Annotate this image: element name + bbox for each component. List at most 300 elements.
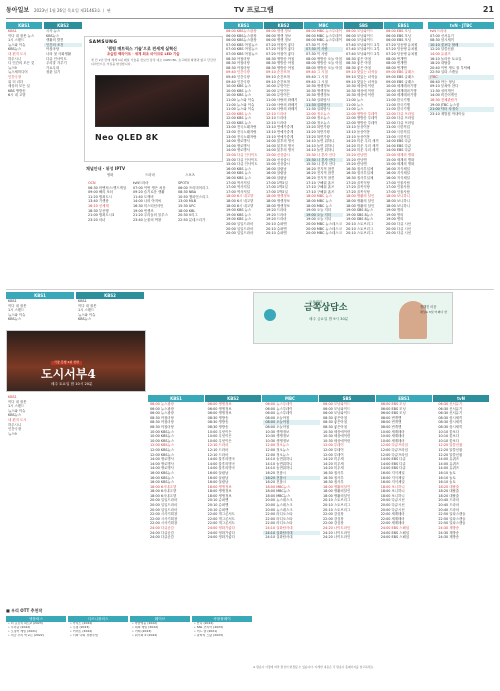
grid-cell: 06:00 MBC 뉴스투데이 <box>306 29 342 33</box>
grid-cell: 14:00 생로병사 <box>226 139 250 144</box>
tab-sports[interactable]: 스포츠 <box>185 173 195 177</box>
program-listing: 06:40 아는 형님 <box>430 79 456 84</box>
grid-cell: 06:30 신서유기 <box>438 406 463 411</box>
grid-cell: 07:20 아침이 좋다 <box>266 42 295 47</box>
grid-cell: 06:00 뉴스투데이 <box>265 411 293 416</box>
grid-cell: 20:00 일일드라마 <box>226 231 254 236</box>
grid-cell: 19:00 오늘 저녁 <box>306 208 332 213</box>
program-listing: 세상의 모든 일 <box>8 84 30 89</box>
grid-cell: 14:10 놀면 뭐하니 <box>306 148 335 153</box>
grid-cell: 08:30 생방송 아침 <box>266 56 295 61</box>
program-listing: 1시 스탠드 <box>8 38 25 43</box>
grid-cell: 12:00 KBS 뉴스 <box>226 120 252 125</box>
grid-cell: 08:00 번개맨 <box>380 415 402 420</box>
grid-cell: 09:40 그 시절 <box>306 74 328 79</box>
program-listing: 21:00 범죄도시3 <box>88 213 115 218</box>
grid-cell: 24:00 다큐공감 <box>150 526 174 531</box>
grid-cell: 18:00 생생정보 <box>266 198 290 203</box>
program-listing: 하우시니 <box>8 56 22 61</box>
grid-cell: 17:10 구해줘 홈즈 <box>306 180 335 185</box>
grid-cell: 16:00 KBS뉴스 <box>150 480 175 485</box>
grid-cell: 14:00 불후의명곡 <box>207 466 235 471</box>
grid-cell: 10:00 세계테마기행 <box>386 84 417 89</box>
grid-cell: 14:10 놀면뭐하니 <box>265 461 293 466</box>
grid-cell: 18:00 생생정보 <box>207 493 232 498</box>
program-listing: 23:10 재벌집 막내아들 <box>430 111 465 116</box>
grid-cell: 12:00 다큐프라임 <box>380 443 408 448</box>
grid-cell: 18:00 생활의 달인 <box>346 198 375 203</box>
grid-cell: 24:00 다큐공감 <box>150 530 174 535</box>
grid-cell: 24:20 나이트라인 <box>323 530 351 535</box>
program-listing: 11:40 도깨비 <box>133 194 154 199</box>
program-listing: 15:30 UFC <box>178 203 196 208</box>
grid-cell: 19:00 KBS 뉴스 <box>226 217 252 222</box>
program-listing: tvN드라마 <box>133 181 149 185</box>
grid-cell: 24:10 실화탐사대 <box>265 526 293 531</box>
grid-cell: 07:40 모닝와이드 2부 <box>346 51 380 56</box>
grid-cell: 13:00 극한직업 <box>386 125 410 130</box>
ott-col-wavve: 웨이브 • 약한영웅 (2022) • 피의 게임 (2022) • 거래 (2023) • 위기의 X (2022) <box>130 616 190 666</box>
program-listing: KBS1 <box>8 299 17 303</box>
grid-cell: 22:00 라디오스타 <box>265 512 293 517</box>
grid-cell: 06:00 뉴스투데이 <box>265 406 293 411</box>
program-listing: 07:00 신서유기 <box>430 33 454 38</box>
grid-cell: 22:00 강심장 <box>323 516 344 521</box>
grid-cell: 13:10 연예가중계 <box>266 130 294 135</box>
grid-cell: 20:00 뉴스데스크 <box>265 498 293 503</box>
grid-cell: 18:00 보니하니 <box>380 484 405 489</box>
channel-header: EBS1 <box>384 22 423 29</box>
program-listing: 19:00 JTBC 뉴스룸 <box>430 102 460 107</box>
grid-cell: 16:00 지식채널 <box>380 475 405 480</box>
grid-cell: 06:00 생생정보 <box>207 402 232 406</box>
program-listing: 이다 내 잘못 <box>78 303 97 308</box>
grid-cell: 20:10 슈퍼맨 <box>207 507 229 512</box>
grid-cell: 15:00 다큐 인사이트 <box>226 162 258 167</box>
grid-cell: 22:00 세계테마 <box>380 516 405 521</box>
grid-cell: 14:00 불후의 명곡 <box>266 143 295 148</box>
program-listing: KBS뉴스 <box>8 47 22 52</box>
grid-cell: 19:00 오늘 저녁 <box>306 217 332 222</box>
grid-cell: 09:10 순간포착 <box>266 74 290 79</box>
grid-cell: 14:00 불후의명곡 <box>207 457 235 462</box>
grid-cell: 06:00 EBS 모닝 <box>380 406 406 411</box>
right-column-top <box>428 22 494 287</box>
program-listing: 10:50 챔피언스리그 <box>178 194 209 199</box>
grid-cell: 20:40 드라마 <box>438 507 460 512</box>
program-listing: 뉴스9 <box>8 431 17 436</box>
grid-cell: 09:10 맛있는 녀석들 <box>346 79 378 84</box>
grid-cell: 20:00 MBC 뉴스데스크 <box>306 231 342 236</box>
grid-cell: 13:20 복면가왕 <box>306 130 330 135</box>
grid-cell: 16:30 집사부일체 <box>346 166 374 171</box>
bottom-left-column-b <box>76 292 144 328</box>
grid-cell: 07:30 이 사람 <box>306 51 328 56</box>
grid-cell: 12:00 생방송 투데이 <box>346 120 378 125</box>
ott-col-disney: 디즈니플러스 • 카지노 (2022) • 무빙 (2023) • 커넥트 (2022) • 너와 나의 경찰수업 <box>68 616 128 666</box>
channel-header: KBS1 <box>148 395 204 402</box>
tab-movie[interactable]: 영화 <box>106 173 114 177</box>
grid-cell: 14:00 EBS 다큐 <box>380 457 406 462</box>
grid-cell: 06:00 모닝와이드 <box>346 33 374 38</box>
grid-cell: 22:50 일타스캔들 <box>438 512 466 517</box>
grid-cell: 14:00 불후의명곡 <box>207 461 235 466</box>
grid-cell: 12:00 KBS 뉴스 <box>226 116 252 121</box>
grid-cell: 24:30 재방송 <box>438 530 460 535</box>
grid-cell: 17:00 인물사담 <box>386 185 410 190</box>
left-column-a <box>6 22 42 322</box>
channel-header: KBS2 <box>264 22 303 29</box>
grid-cell: 14:00 생로병사 <box>150 461 174 466</box>
grid-cell: 12:00 다큐프라임 <box>380 447 408 452</box>
grid-cell: 08:00 생방송 오늘 아침 <box>306 65 342 70</box>
grid-cell: 14:00 EBS 다큐 <box>386 143 412 148</box>
grid-cell: 16:00 살림남 <box>207 475 229 480</box>
grid-cell: 09:00 EBS 클래스 <box>386 74 415 79</box>
program-listing: 인간의 조건 <box>44 43 82 48</box>
grid-cell: 08:00 오늘아침 <box>265 415 290 420</box>
grid-cell: 20:10 스토브리그 <box>323 498 351 503</box>
grid-cell: 08:00 번개맨 <box>386 65 407 70</box>
grid-cell: 09:00 EBS 클래스 <box>386 79 415 84</box>
grid-cell: 12:00 투데이 <box>323 447 344 452</box>
grid-cell: 15:30 나 혼자 산다 <box>304 158 343 163</box>
program-listing: 인간극장 <box>8 74 22 79</box>
program-listing: 시사 뉴스 <box>46 29 61 33</box>
program-listing: 뉴스와 이슈 <box>8 42 26 47</box>
grid-cell: 16:10 놀토 <box>438 475 456 480</box>
ipt-title: 채널안내 · 위성 IPTV <box>86 166 126 171</box>
grid-cell: 06:00 생생 정보 <box>266 33 292 38</box>
grid-cell: 20:10 슈퍼맨 <box>266 221 287 226</box>
program-listing: 뉴스세미디어 <box>8 70 28 75</box>
ott-col-netflix: 넷플릭스 • 더 글로리 파트2 (2023) • 수리남 (2022) • 오징어 게임 (2021) • 지금 우리 학교는 (2022) <box>6 616 66 666</box>
program-listing: 나의 첫 사회생활 <box>46 51 72 56</box>
grid-cell: 12:00 정오뉴스 <box>265 443 290 448</box>
program-listing: 가요무대 <box>46 65 60 70</box>
program-listing: 20:40 이번 생도 잘 부탁해 <box>430 65 471 70</box>
channel-header: EBS1 <box>376 395 432 402</box>
grid-cell: 10:00 무엇이든 <box>266 84 290 89</box>
grid-cell: 24:00 EBS 스페셜 <box>380 530 410 535</box>
show-title: 금쪽상담소 <box>304 303 348 313</box>
grid-cell: 06:00 EBS 모닝 <box>386 33 412 38</box>
grid-cell: 11:30 실화탐사 <box>304 103 343 108</box>
grid-cell: 06:00 모닝와이드 <box>323 411 351 416</box>
grid-cell: 18:00 MBC뉴스 <box>265 493 291 498</box>
grid-cell: 10:00 세계테마기행 <box>386 88 417 93</box>
grid-cell: 15:30 나 혼자 산다 <box>306 153 336 158</box>
grid-cell: 22:50 일타스캔들 <box>438 521 466 526</box>
program-listing: 아침마당 <box>46 47 60 52</box>
grid-cell: 12:20 알쓸신잡 <box>438 452 463 457</box>
grid-cell: 16:20 전지적 참견 <box>306 166 335 171</box>
grid-cell: 08:30 생방송 <box>207 424 229 429</box>
grid-cell: 10:00 무엇이든 <box>266 88 290 93</box>
grid-cell: 08:30 좋은아침 <box>323 424 347 429</box>
grid-cell: 16:00 KBS 뉴스 <box>226 171 252 176</box>
grid-cell: 13:20 복면가왕 <box>306 125 330 130</box>
program-listing: 08:30 삼시세끼 <box>430 38 454 43</box>
grid-cell: 10:00 무엇이든 <box>266 93 290 98</box>
channel-header: KBS1 <box>224 22 263 29</box>
program-listing: 18:30 부산행 <box>88 208 109 213</box>
grid-cell: 15:00 세계의 명화 <box>386 157 415 162</box>
grid-cell: 14:00 생로병사 <box>150 457 174 462</box>
grid-cell: 08:30 아침마당 <box>226 61 250 66</box>
grid-cell: 20:40 드라마 <box>438 503 460 508</box>
grid-cell: 24:00 EBS 스페셜 <box>380 535 410 540</box>
grid-cell: 22:00 시사기획창 <box>150 516 178 521</box>
grid-cell: 07:20 딩동댕 유치원 <box>386 51 418 56</box>
grid-cell: 13:00 극한직업 <box>386 134 410 139</box>
grid-cell: 12:10 드라마 <box>266 116 287 121</box>
ipt-tabs <box>90 173 210 179</box>
grid-cell: 20:00 다큐시선 <box>380 507 405 512</box>
program-listing: 다큐 인사이트 <box>46 56 67 61</box>
grid-cell: 16:00 KBS뉴스 <box>150 475 175 480</box>
grid-cell: 20:00 MBC 뉴스데스크 <box>306 221 342 226</box>
grid-cell: 08:30 생방송 <box>207 420 229 425</box>
grid-cell: 06:00 MBC 뉴스투데이 <box>306 38 342 43</box>
grid-cell: 12:00 KBS뉴스 <box>150 447 175 452</box>
grid-cell: 14:00 생로병사 <box>226 148 250 153</box>
grid-cell: 14:00 불후의 명곡 <box>266 139 295 144</box>
grid-cell: 15:00 세계의 명화 <box>386 153 415 158</box>
grid-cell: 11:30 실화탐사 <box>306 107 330 112</box>
grid-cell: 16:30 집사부일체 <box>346 176 374 180</box>
grid-cell: 14:10 놀면 뭐하니 <box>306 139 335 144</box>
grid-cell: 13:10 동상이몽 <box>346 130 370 135</box>
grid-cell: 06:00 생생 정보 <box>266 38 292 43</box>
grid-cell: 07:20 딩동댕 유치원 <box>386 42 418 47</box>
grid-cell: 15:20 런닝맨 <box>346 162 367 167</box>
grid-cell: 10:30 생생정보 <box>265 429 290 434</box>
channel-header: MBC <box>262 395 318 402</box>
program-listing: 16:30 미스터션샤인 <box>133 203 164 208</box>
grid-cell: 18:00 6시내고향 <box>150 493 177 498</box>
grid-cell: 10:30 생생정보 <box>306 88 330 93</box>
grid-cell: 07:40 모닝와이드 2부 <box>346 47 380 52</box>
grid-cell: 20:10 슈퍼맨 <box>266 231 287 236</box>
grid-cell: 19:00 SBS 8뉴스 <box>346 217 374 222</box>
schedule-grid-top <box>224 22 424 287</box>
grid-cell: 12:00 다큐프라임 <box>380 452 408 457</box>
grid-cell: 17:00 인물사담 <box>386 180 410 185</box>
grid-cell: 14:10 놀면뭐하니 <box>265 457 293 462</box>
grid-cell: 24:00 EBS 스페셜 <box>380 526 410 531</box>
grid-cell: 19:00 명의 <box>386 217 404 222</box>
grid-cell: 18:00 6시 내고향 <box>226 203 254 208</box>
paper-name: 동아일보 <box>6 7 30 14</box>
grid-cell: 16:00 살림남 <box>266 176 287 180</box>
grid-cell: 13:10 연예가중계 <box>266 125 294 130</box>
grid-cell: 10:00 KBS 뉴스 <box>226 84 252 89</box>
program-listing: KBS뉴스 <box>8 317 22 322</box>
program-listing: 09:10 뭉쳐야 찬다 <box>430 84 459 89</box>
grid-cell: 07:00 KBS 아침뉴스 <box>226 42 258 47</box>
grid-cell: 08:00 오늘아침 <box>263 420 320 425</box>
section-divider <box>6 289 494 290</box>
grid-cell: 06:00 생생정보 <box>207 411 232 416</box>
grid-cell: 06:00 뉴스광장 <box>150 411 174 416</box>
channel-header: KBS2 <box>44 22 82 29</box>
program-listing: 6시 내 고향 <box>8 93 26 98</box>
program-listing: 생활의 발견 <box>46 38 64 43</box>
grid-cell: 06:00 생생 정보 <box>266 29 292 33</box>
grid-cell: 08:00 번개맨 <box>386 61 407 66</box>
grid-cell: 12:00 KBS뉴스 <box>150 452 175 457</box>
program-listing: 18:00 KBL <box>178 208 196 213</box>
program-listing: 12:20 알쓸신잡 <box>430 47 454 52</box>
grid-cell: 08:00 생방송 오늘 아침 <box>306 61 342 66</box>
program-listing: 13:40 기생충 <box>88 199 109 204</box>
grid-cell: 18:00 MBC 뉴스 <box>306 203 333 208</box>
grid-cell: 16:00 지식채널 <box>386 171 410 176</box>
program-listing: 뉴스와 이슈 <box>78 312 96 317</box>
grid-cell: 14:00 생로병사 <box>150 466 174 471</box>
grid-cell: 12:00 정오뉴스 <box>306 116 330 121</box>
grid-cell: 06:00 KBS뉴스광장 <box>226 38 257 43</box>
program-listing: 21:20 우리들의 블루스 <box>133 213 168 218</box>
program-listing: 1시 스탠드 <box>8 308 25 313</box>
grid-cell: 06:00 EBS 모닝 <box>386 38 412 43</box>
program-listing: 13:00 MLB <box>178 199 196 204</box>
grid-cell: 06:00 생생정보 <box>207 406 232 411</box>
program-listing: 청춘 일기 <box>46 70 61 75</box>
grid-cell: 22:00 개그콘서트 <box>207 512 235 517</box>
bottom-left-column <box>6 292 74 328</box>
program-listing: OCN <box>88 181 96 185</box>
program-listing: 08:30 NBA <box>178 190 197 195</box>
program-listing: 내 편지 도시 <box>8 417 27 422</box>
program-listing: 09:20 슬기로운 생활 <box>133 190 165 195</box>
ad-headline: '퀀텀 매트릭스 기술'으로 전세계 실혁신 <box>107 46 177 51</box>
grid-cell: 19:00 SBS 8뉴스 <box>346 212 374 217</box>
grid-cell: 07:00 KBS 아침뉴스 <box>226 51 258 56</box>
grid-cell: 10:00 무엇이든 <box>207 438 232 443</box>
program-listing: SPOTV <box>178 181 190 185</box>
grid-cell: 16:00 지식채널 <box>386 176 410 180</box>
channel-header: tvN <box>433 395 489 402</box>
grid-cell: 13:10 연예가중계 <box>266 134 294 139</box>
channel-header: SBS <box>319 395 375 402</box>
grid-cell: 20:10 스토브리그 <box>323 507 351 512</box>
grid-cell: 06:00 EBS 모닝 <box>386 29 412 33</box>
program-listing: 1시 스탠드 <box>8 404 25 409</box>
grid-cell: 18:00 생생정보 <box>207 489 232 494</box>
grid-cell: 18:00 생생정보 <box>266 194 290 199</box>
grid-cell: 20:10 스토브리그 <box>346 221 374 226</box>
grid-cell: 16:30 집사부 <box>323 480 344 485</box>
program-listing: 16:10 신세계 <box>88 203 109 208</box>
grid-cell: 08:00 번개맨 <box>386 56 407 61</box>
program-listing: 19:00 빈센조 <box>133 208 154 213</box>
grid-cell: 12:00 생방송 투데이 <box>346 116 378 121</box>
grid-cell: 10:30 세상에이런 <box>323 434 351 439</box>
grid-cell: 20:00 일일드라마 <box>150 507 178 512</box>
grid-cell: 18:00 생활의달인 <box>323 489 351 494</box>
program-listing: 14:00 유퀴즈 <box>430 51 451 56</box>
grid-cell: 18:20 대탈출 <box>438 493 460 498</box>
page-number: 21 <box>482 5 494 14</box>
grid-cell: 18:20 대탈출 <box>438 484 460 489</box>
grid-cell: 16:30 집사부 <box>323 470 344 475</box>
grid-cell: 16:00 지식채널 <box>386 166 410 171</box>
grid-cell: 14:20 미운 우리 새끼 <box>346 139 379 144</box>
grid-cell: 07:20 아침이 좋다 <box>266 51 295 56</box>
grid-cell: 16:00 살림남 <box>266 166 287 171</box>
grid-cell: 12:00 정오뉴스 <box>306 120 330 125</box>
grid-cell: 16:00 지식채널 <box>380 470 405 475</box>
program-listing: 위 더 리더 <box>8 79 24 84</box>
grid-cell: 16:30 집사부 <box>323 475 344 480</box>
grid-cell: 13:00 전국노래자랑 <box>226 125 257 130</box>
grid-cell: 13:20 복면가왕 <box>306 134 330 139</box>
grid-cell: 17:00 인물사담 <box>386 189 410 194</box>
program-listing: 1시 스탠드 <box>78 308 95 313</box>
grid-cell: 12:20 알쓸신잡 <box>438 443 463 448</box>
grid-cell: 17:20 골목식당 <box>346 189 370 194</box>
grid-cell: 19:00 SBS 8뉴스 <box>346 208 374 213</box>
grid-cell: 06:00 모닝와이드 <box>323 406 351 411</box>
program-listing: 14:00 비긴어게인 <box>430 93 458 98</box>
grid-cell: 18:00 MBC뉴스 <box>265 484 291 489</box>
grid-cell: 16:00 KBS 뉴스 <box>226 176 252 180</box>
grid-cell: 18:00 보니하니 <box>386 203 410 208</box>
program-listing: 이다 내 잘못 뉴스 <box>8 33 35 38</box>
grid-cell: 18:00 6시내고향 <box>150 484 177 489</box>
grid-cell: 11:00 뉴스 <box>346 102 364 107</box>
program-listing: 23:40 눈물의 여왕 <box>133 217 162 222</box>
grid-cell: 20:00 일일드라마 <box>150 503 178 508</box>
channel-header: SBS <box>344 22 383 29</box>
grid-cell: 08:30 좋은아침 <box>323 415 347 420</box>
program-listing: 09:00 해리 포터 <box>88 190 114 195</box>
grid-cell: 14:00 불후의 명곡 <box>266 148 295 153</box>
grid-cell: 20:10 스토브리그 <box>346 231 374 236</box>
grid-cell: 20:00 뉴스데스크 <box>265 503 293 508</box>
program-listing: 22:50 일타 스캔들 <box>430 70 459 75</box>
program-listing: 14:00 나의 아저씨 <box>133 199 162 204</box>
grid-cell: 16:30 집사부일체 <box>346 171 374 176</box>
grid-cell: 15:00 다큐 인사이트 <box>226 157 258 162</box>
host-caption: 정해진 마음 <box>420 305 437 309</box>
grid-cell: 19:00 명의 <box>386 212 404 217</box>
grid-cell: 10:30 생생정보 <box>265 438 290 443</box>
grid-cell: 20:00 다큐 시선 <box>386 226 412 231</box>
grid-cell: 22:00 세계테마 <box>380 512 405 517</box>
grid-cell: 08:30 좋은아침 <box>323 420 347 425</box>
grid-cell: 07:30 이 사람 <box>304 47 343 52</box>
grid-cell: 12:00 투데이 <box>323 452 344 457</box>
grid-cell: 07:40 모닝와이드 2부 <box>346 42 380 47</box>
tab-drama[interactable]: 드라마 <box>145 173 155 177</box>
grid-cell: 17:10 구해줘 홈즈 <box>306 189 335 194</box>
footer-note: ※ 방송사 사정에 따라 편성이 변경될 수 있습니다. 자세한 내용은 각 방송사 홈페이지를 참고하세요. <box>253 665 375 669</box>
grid-cell: 09:10 순간포착 <box>266 70 290 75</box>
grid-cell: 10:00 세계테마 <box>380 429 405 434</box>
grid-cell: 19:20 드라마 <box>266 217 287 222</box>
movie-title: 도시서부4 <box>41 367 96 381</box>
program-listing: 06:30 어벤져스:엔드게임 <box>88 185 127 190</box>
grid-cell: 16:00 살림남 <box>266 171 287 176</box>
grid-cell: 17:10 구해줘 홈즈 <box>306 185 335 190</box>
grid-cell: 10:30 세상에 이런 <box>346 84 375 89</box>
grid-cell: 19:20 드라마 <box>266 208 287 213</box>
grid-cell: 16:20 전지적 참견 <box>306 176 335 180</box>
grid-cell: 11:00 뉴스 <box>346 107 364 112</box>
